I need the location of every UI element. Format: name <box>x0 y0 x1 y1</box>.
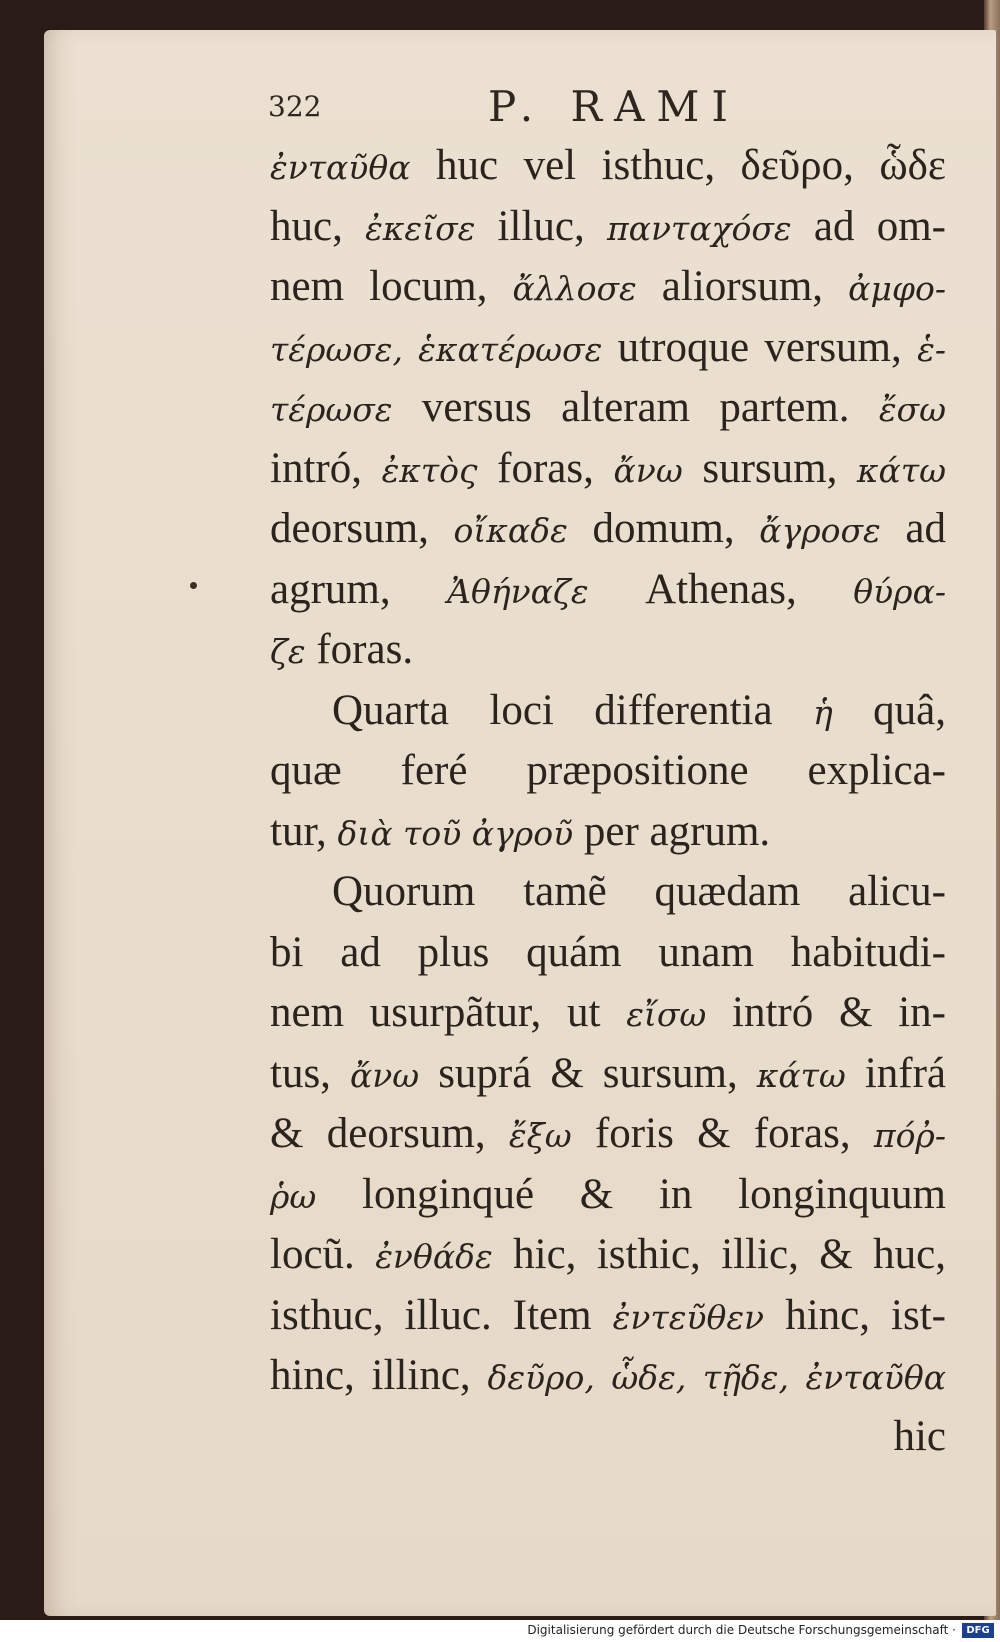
text-line: intró, ἐκτὸς foras, ἄνω sursum, κάτω <box>270 444 947 492</box>
text-line: hinc, illinc, δεῦρο, ὧδε, τῇδε, ἐνταῦθα <box>270 1352 947 1399</box>
text-line: agrum, Ἀθήναζε Athenas, θύρα- <box>270 565 946 613</box>
digitization-footer <box>0 1620 1000 1642</box>
page-header <box>268 82 768 140</box>
text-line: Quorum tamẽ quædam alicu- <box>332 868 946 915</box>
margin-dot <box>190 582 197 589</box>
text-line: isthuc, illuc. Item ἐντεῦθεν hinc, ist- <box>270 1291 946 1339</box>
running-head: P. RAMI <box>488 82 740 131</box>
text-line: & deorsum, ἔξω foris & foras, πόῤ- <box>270 1110 946 1157</box>
text-line: ἐνταῦθα huc vel isthuc, δεῦρο, ὧδε <box>270 142 946 189</box>
text-line: bi ad plus quám unam habitudi- <box>270 928 946 976</box>
text-line: nem locum, ἄλλοσε aliorsum, ἀμφο- <box>270 263 947 310</box>
text-line: τέρωσε versus alteram partem. ἔσω <box>270 384 946 431</box>
text-line: tur, διὰ τοῦ ἀγροῦ per agrum. <box>270 807 771 855</box>
text-line: τέρωσε, ἑκατέρωσε utroque versum, ἑ- <box>270 323 946 371</box>
page-number: 322 <box>268 90 322 123</box>
text-line: huc, ἐκεῖσε illuc, πανταχόσε ad om- <box>270 202 946 250</box>
text-line: deorsum, οἴκαδε domum, ἄγροσε ad <box>270 505 946 552</box>
body-text <box>270 136 946 1467</box>
text-line: Quarta loci differentia ἡ quâ, <box>332 686 946 734</box>
footer-credit: Digitalisierung gefördert durch die Deutsche Forschungsgemeinschaft · <box>527 1623 956 1637</box>
text-line: ζε foras. <box>270 626 414 673</box>
text-line: ῥω longinqué & in longinquum <box>270 1170 946 1218</box>
dfg-logo: DFG <box>962 1623 994 1638</box>
text-line: quæ feré præpositione explica- <box>270 747 946 794</box>
catchword: hic <box>893 1412 946 1460</box>
text-line: tus, ἄνω suprá & sursum, κάτω infrá <box>270 1049 947 1097</box>
text-line: locũ. ἐνθάδε hic, isthic, illic, & huc, <box>270 1231 946 1278</box>
text-line: nem usurpãtur, ut εἴσω intró & in- <box>270 989 946 1036</box>
